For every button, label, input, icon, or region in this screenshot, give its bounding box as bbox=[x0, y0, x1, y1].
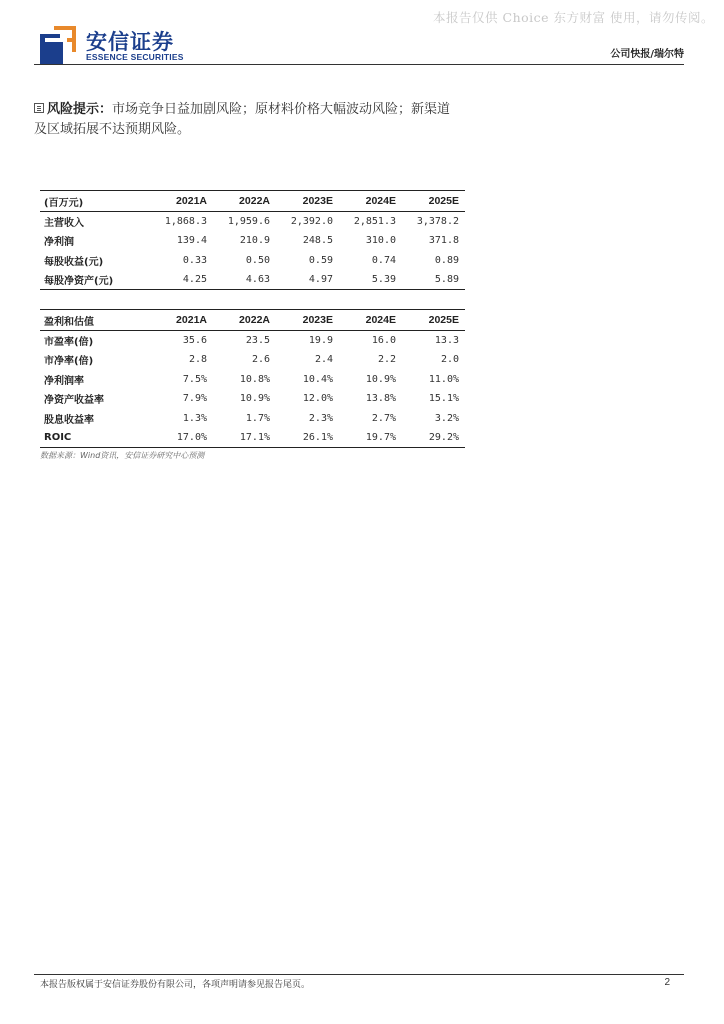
table-header-year: 2021A bbox=[150, 310, 213, 331]
table-row bbox=[40, 409, 465, 429]
row-label: 市净率(倍) bbox=[44, 356, 94, 368]
table-cell: 11.0% bbox=[428, 373, 459, 385]
table-cell: 10.9% bbox=[239, 393, 270, 405]
table-row bbox=[40, 251, 465, 271]
table-row bbox=[40, 212, 465, 232]
table-cell: 7.9% bbox=[182, 393, 207, 405]
table-cell: 0.33 bbox=[182, 254, 207, 266]
table-row bbox=[40, 350, 465, 370]
table-cell: 7.5% bbox=[182, 373, 207, 385]
footer-divider bbox=[34, 974, 684, 975]
table-header-year: 2021A bbox=[150, 191, 213, 212]
table-cell: 0.50 bbox=[245, 254, 270, 266]
watermark: 本报告仅供 Choice 东方财富 使用，请勿传阅。 bbox=[433, 10, 714, 25]
table-cell: 10.9% bbox=[365, 373, 396, 385]
table-cell: 371.8 bbox=[428, 235, 459, 247]
table-cell: 13.8% bbox=[365, 393, 396, 405]
table-header-label: (百万元) bbox=[40, 191, 150, 212]
table-header-year: 2024E bbox=[339, 191, 402, 212]
table-cell: 2,851.3 bbox=[353, 216, 396, 227]
row-label: 净资产收益率 bbox=[44, 395, 104, 407]
table-cell: 2,392.0 bbox=[290, 216, 333, 227]
table-cell: 139.4 bbox=[176, 235, 207, 247]
row-label: ROIC bbox=[40, 428, 150, 448]
table-cell: 2.4 bbox=[314, 354, 333, 366]
brand-logo-icon bbox=[40, 26, 76, 64]
table-cell: 2.0 bbox=[440, 354, 459, 366]
table-row bbox=[40, 270, 465, 290]
table-row bbox=[40, 389, 465, 409]
table-header-year: 2024E bbox=[339, 310, 402, 331]
table-header-year: 2022A bbox=[213, 191, 276, 212]
row-label: 净利润 bbox=[44, 237, 74, 249]
footer-disclaimer: 本报告版权属于安信证券股份有限公司，各项声明请参见报告尾页。 bbox=[40, 980, 311, 990]
table-cell: 4.97 bbox=[276, 270, 339, 290]
row-label: 每股净资产(元) bbox=[40, 270, 150, 290]
table-cell: 12.0% bbox=[302, 393, 333, 405]
table-cell: 29.2% bbox=[402, 428, 465, 448]
table-cell: 1,959.6 bbox=[227, 216, 270, 227]
table-cell: 4.63 bbox=[213, 270, 276, 290]
table-cell: 2.2 bbox=[377, 354, 396, 366]
table-cell: 3,378.2 bbox=[416, 216, 459, 227]
valuation-table bbox=[40, 309, 465, 448]
risk-text: 市场竞争日益加剧风险；原材料价格大幅波动风险；新渠道及区域拓展不达预期风险。 bbox=[34, 102, 451, 137]
table-header-year: 2023E bbox=[276, 191, 339, 212]
table-cell: 248.5 bbox=[302, 235, 333, 247]
table-cell: 16.0 bbox=[371, 335, 396, 346]
table-header-label: 盈利和估值 bbox=[40, 310, 150, 331]
financial-summary-table bbox=[40, 190, 465, 290]
table-cell: 1,868.3 bbox=[164, 216, 207, 227]
table-cell: 0.89 bbox=[434, 254, 459, 266]
table-header-year: 2025E bbox=[402, 310, 465, 331]
table-cell: 1.7% bbox=[245, 412, 270, 424]
table-cell: 10.8% bbox=[239, 373, 270, 385]
table-cell: 19.7% bbox=[339, 428, 402, 448]
row-label: 每股收益(元) bbox=[44, 256, 104, 268]
table-header-year: 2025E bbox=[402, 191, 465, 212]
table-cell: 5.89 bbox=[402, 270, 465, 290]
table-cell: 310.0 bbox=[365, 235, 396, 247]
table-cell: 35.6 bbox=[182, 335, 207, 346]
table-cell: 19.9 bbox=[308, 335, 333, 346]
table-row bbox=[40, 331, 465, 351]
table-cell: 17.1% bbox=[213, 428, 276, 448]
data-source: 数据来源：Wind资讯，安信证券研究中心预测 bbox=[40, 451, 205, 460]
table-row bbox=[40, 231, 465, 251]
risk-note bbox=[34, 100, 454, 140]
table-header-row bbox=[40, 191, 465, 212]
page-number: 2 bbox=[664, 977, 670, 988]
table-cell: 13.3 bbox=[434, 335, 459, 346]
table-header-year: 2023E bbox=[276, 310, 339, 331]
table-header-row bbox=[40, 310, 465, 331]
row-label: 市盈率(倍) bbox=[44, 337, 94, 348]
table-cell: 26.1% bbox=[276, 428, 339, 448]
table-cell: 5.39 bbox=[339, 270, 402, 290]
row-label: 股息收益率 bbox=[44, 414, 94, 426]
table-cell: 3.2% bbox=[434, 412, 459, 424]
report-category: 公司快报/瑞尔特 bbox=[610, 49, 684, 60]
brand-logo bbox=[40, 26, 190, 66]
list-icon bbox=[34, 103, 44, 113]
table-cell: 2.8 bbox=[188, 354, 207, 366]
header-divider bbox=[34, 64, 684, 65]
table-cell: 23.5 bbox=[245, 335, 270, 346]
table-cell: 2.6 bbox=[251, 354, 270, 366]
table-cell: 17.0% bbox=[150, 428, 213, 448]
risk-title: 风险提示： bbox=[47, 102, 113, 117]
table-row bbox=[40, 428, 465, 448]
brand-name-en: ESSENCE SECURITIES bbox=[86, 52, 184, 62]
table-cell: 2.7% bbox=[371, 412, 396, 424]
table-cell: 210.9 bbox=[239, 235, 270, 247]
table-row bbox=[40, 370, 465, 390]
table-cell: 0.59 bbox=[308, 254, 333, 266]
row-label: 主营收入 bbox=[44, 218, 84, 229]
table-cell: 10.4% bbox=[302, 373, 333, 385]
table-header-year: 2022A bbox=[213, 310, 276, 331]
table-cell: 15.1% bbox=[428, 393, 459, 405]
table-cell: 2.3% bbox=[308, 412, 333, 424]
table-cell: 1.3% bbox=[182, 412, 207, 424]
table-cell: 0.74 bbox=[371, 254, 396, 266]
row-label: 净利润率 bbox=[44, 375, 84, 387]
brand-name-cn: 安信证券 bbox=[86, 30, 174, 54]
table-cell: 4.25 bbox=[150, 270, 213, 290]
